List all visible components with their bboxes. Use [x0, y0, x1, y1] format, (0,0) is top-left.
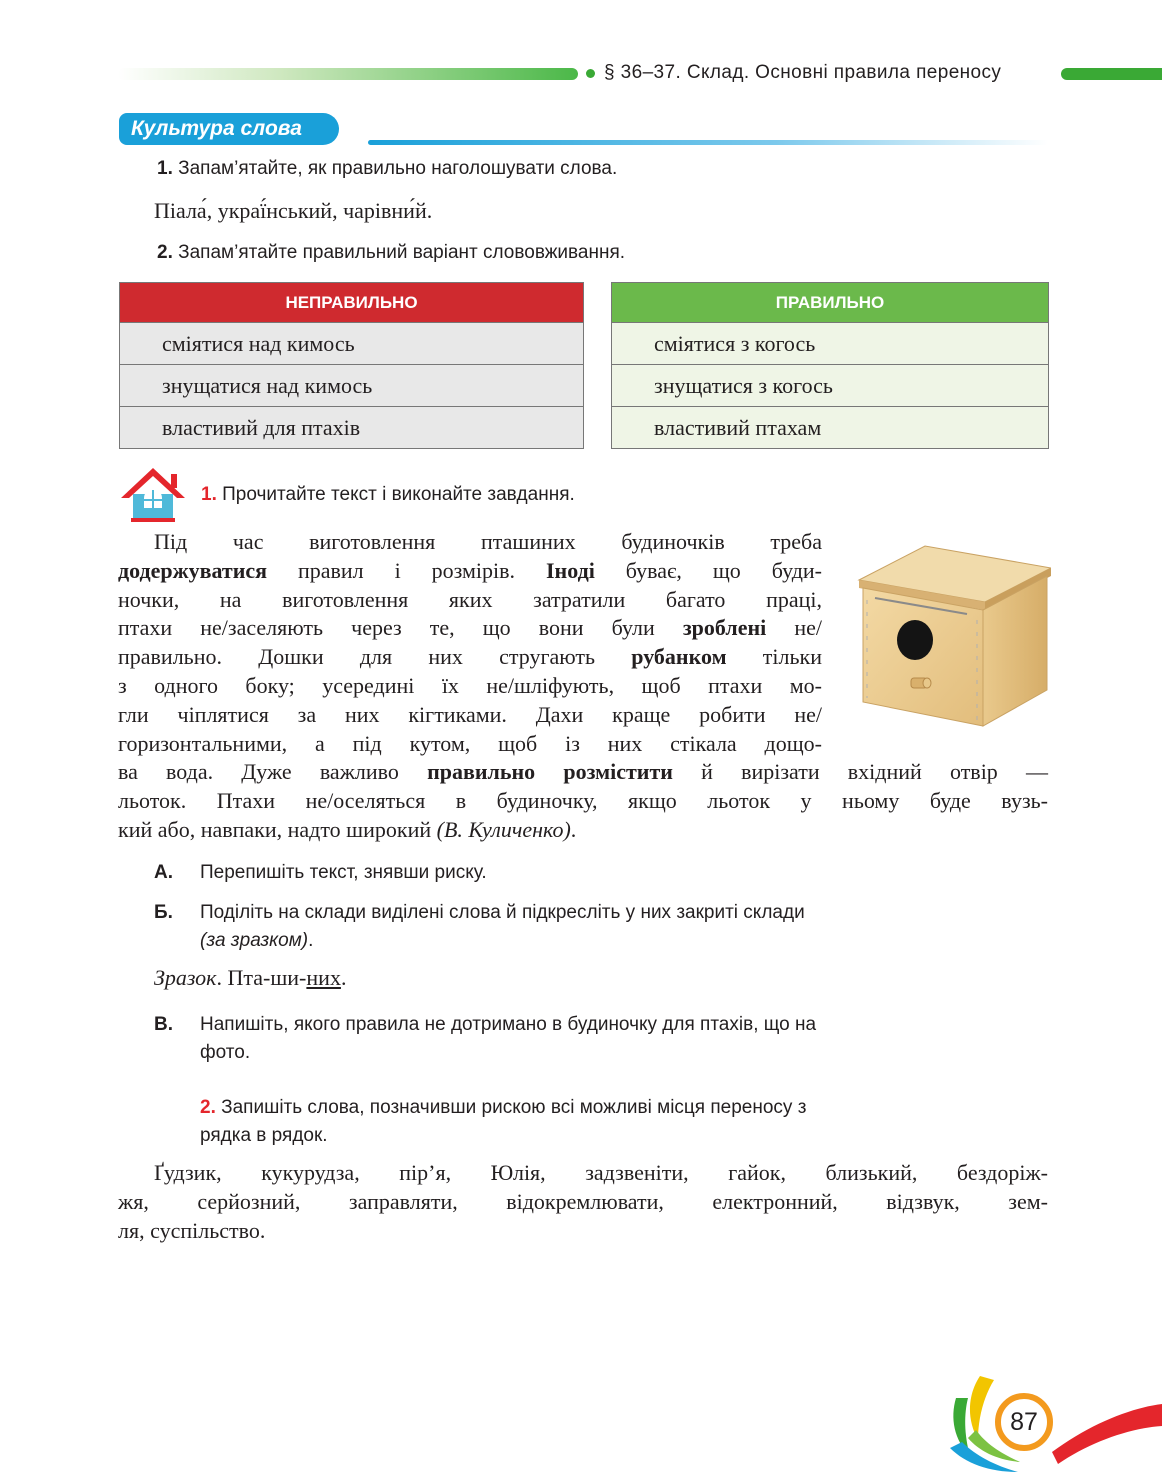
option-v [154, 1011, 1014, 1071]
birdhouse-photo [855, 540, 1051, 732]
culture-section-rule [368, 140, 1048, 145]
option-letter: Б. [154, 902, 173, 923]
text-line: правильно. Дошки для них стругають рубанком тільки [118, 644, 822, 670]
option-text-2: (за зразком). [200, 930, 314, 951]
sample-underlined: них [306, 965, 341, 990]
text-line: горизонтальними, а під кутом, щоб із них стікала дощо- [118, 730, 822, 756]
header-bar-left [118, 68, 578, 80]
publisher-logo [940, 1368, 1162, 1474]
culture-section-label: Культура слова [119, 113, 339, 145]
option-b [154, 899, 1014, 959]
home-icon [119, 464, 187, 524]
words-list [118, 1159, 1048, 1245]
text-line: льоток. Птахи не/оселяться в будиночку, якщо льоток у ньому буде вузь- [118, 788, 1048, 814]
table-header-right: ПРАВИЛЬНО [612, 283, 1049, 323]
header-bullet-dot [586, 69, 595, 78]
page-header-title: § 36–37. Склад. Основні правила переносу [604, 62, 1002, 83]
task-text-2: рядка в рядок. [200, 1125, 328, 1146]
text-line: ночки, на виготовлення яких затратили багато праці, [118, 586, 822, 612]
text-line: кий або, навпаки, надто широкий (В. Куличенко). [118, 816, 577, 842]
table-row: властивий для птахів [120, 407, 584, 449]
text-line: гли чіплятися за них кігтиками. Дахи краще робити не/ [118, 701, 822, 727]
homework-task-1 [201, 484, 575, 506]
table-row: сміятися над кимось [120, 323, 584, 365]
option-text-2: фото. [200, 1042, 251, 1063]
header-bar-right [1061, 68, 1162, 80]
right-usage-table [611, 282, 1049, 449]
table-row: знущатися над кимось [120, 365, 584, 407]
table-row: сміятися з когось [612, 323, 1049, 365]
task-text: Запам’ятайте правильний варіант слововживання. [172, 242, 626, 263]
wrong-usage-table [119, 282, 584, 449]
sample: Зразок. Пта-ши-них. [154, 965, 347, 990]
option-text: Напишіть, якого правила не дотримано в будиночку для птахів, що на [200, 1014, 817, 1035]
homework-task-2 [200, 1094, 1020, 1154]
task-text: Запам’ятайте, як правильно наголошувати слова. [172, 158, 618, 179]
text-line: ва вода. Дуже важливо правильно розмістити й вирізати вхідний отвір — [118, 759, 1048, 785]
text-line: з одного боку; усередині їх не/шліфують, щоб птахи мо- [118, 672, 822, 698]
task-text: Прочитайте текст і виконайте завдання. [216, 484, 575, 505]
table-row: властивий птахам [612, 407, 1049, 449]
stress-words: Піала́, украї́нський, чарівни́й. [154, 198, 433, 223]
task-number: 2. [157, 242, 173, 263]
culture-task-2 [157, 242, 625, 264]
table-header-wrong: НЕПРАВИЛЬНО [120, 283, 584, 323]
task-number: 1. [157, 158, 173, 179]
culture-task-1 [157, 158, 617, 180]
sample-label: Зразок [154, 965, 217, 990]
text-line: жя, серйозний, заправляти, відокремлювати, електронний, відзвук, зем- [118, 1188, 1048, 1214]
option-letter: А. [154, 862, 173, 883]
text-line: ля, суспільство. [118, 1217, 266, 1243]
option-letter: В. [154, 1014, 173, 1035]
table-row: знущатися з когось [612, 365, 1049, 407]
page-number: 87 [1010, 1408, 1038, 1436]
text-line: Під час виготовлення пташиних будиночків треба [154, 529, 822, 554]
option-text: Поділіть на склади виділені слова й підкресліть у них закриті склади [200, 902, 805, 923]
text-line: Ґудзик, кукурудза, пір’я, Юлія, задзвеніти, гайок, близький, бездоріж- [154, 1160, 1048, 1185]
task-number: 2. [200, 1097, 216, 1118]
task-number: 1. [201, 484, 217, 505]
option-text: Перепишіть текст, знявши риску. [200, 862, 487, 883]
task-text: Запишіть слова, позначивши рискою всі можливі місця переносу з [215, 1097, 807, 1118]
text-line: додержуватися правил і розмірів. Іноді буває, що буди- [118, 557, 822, 583]
text-line: птахи не/заселяють через те, що вони були зроблені не/ [118, 615, 822, 641]
